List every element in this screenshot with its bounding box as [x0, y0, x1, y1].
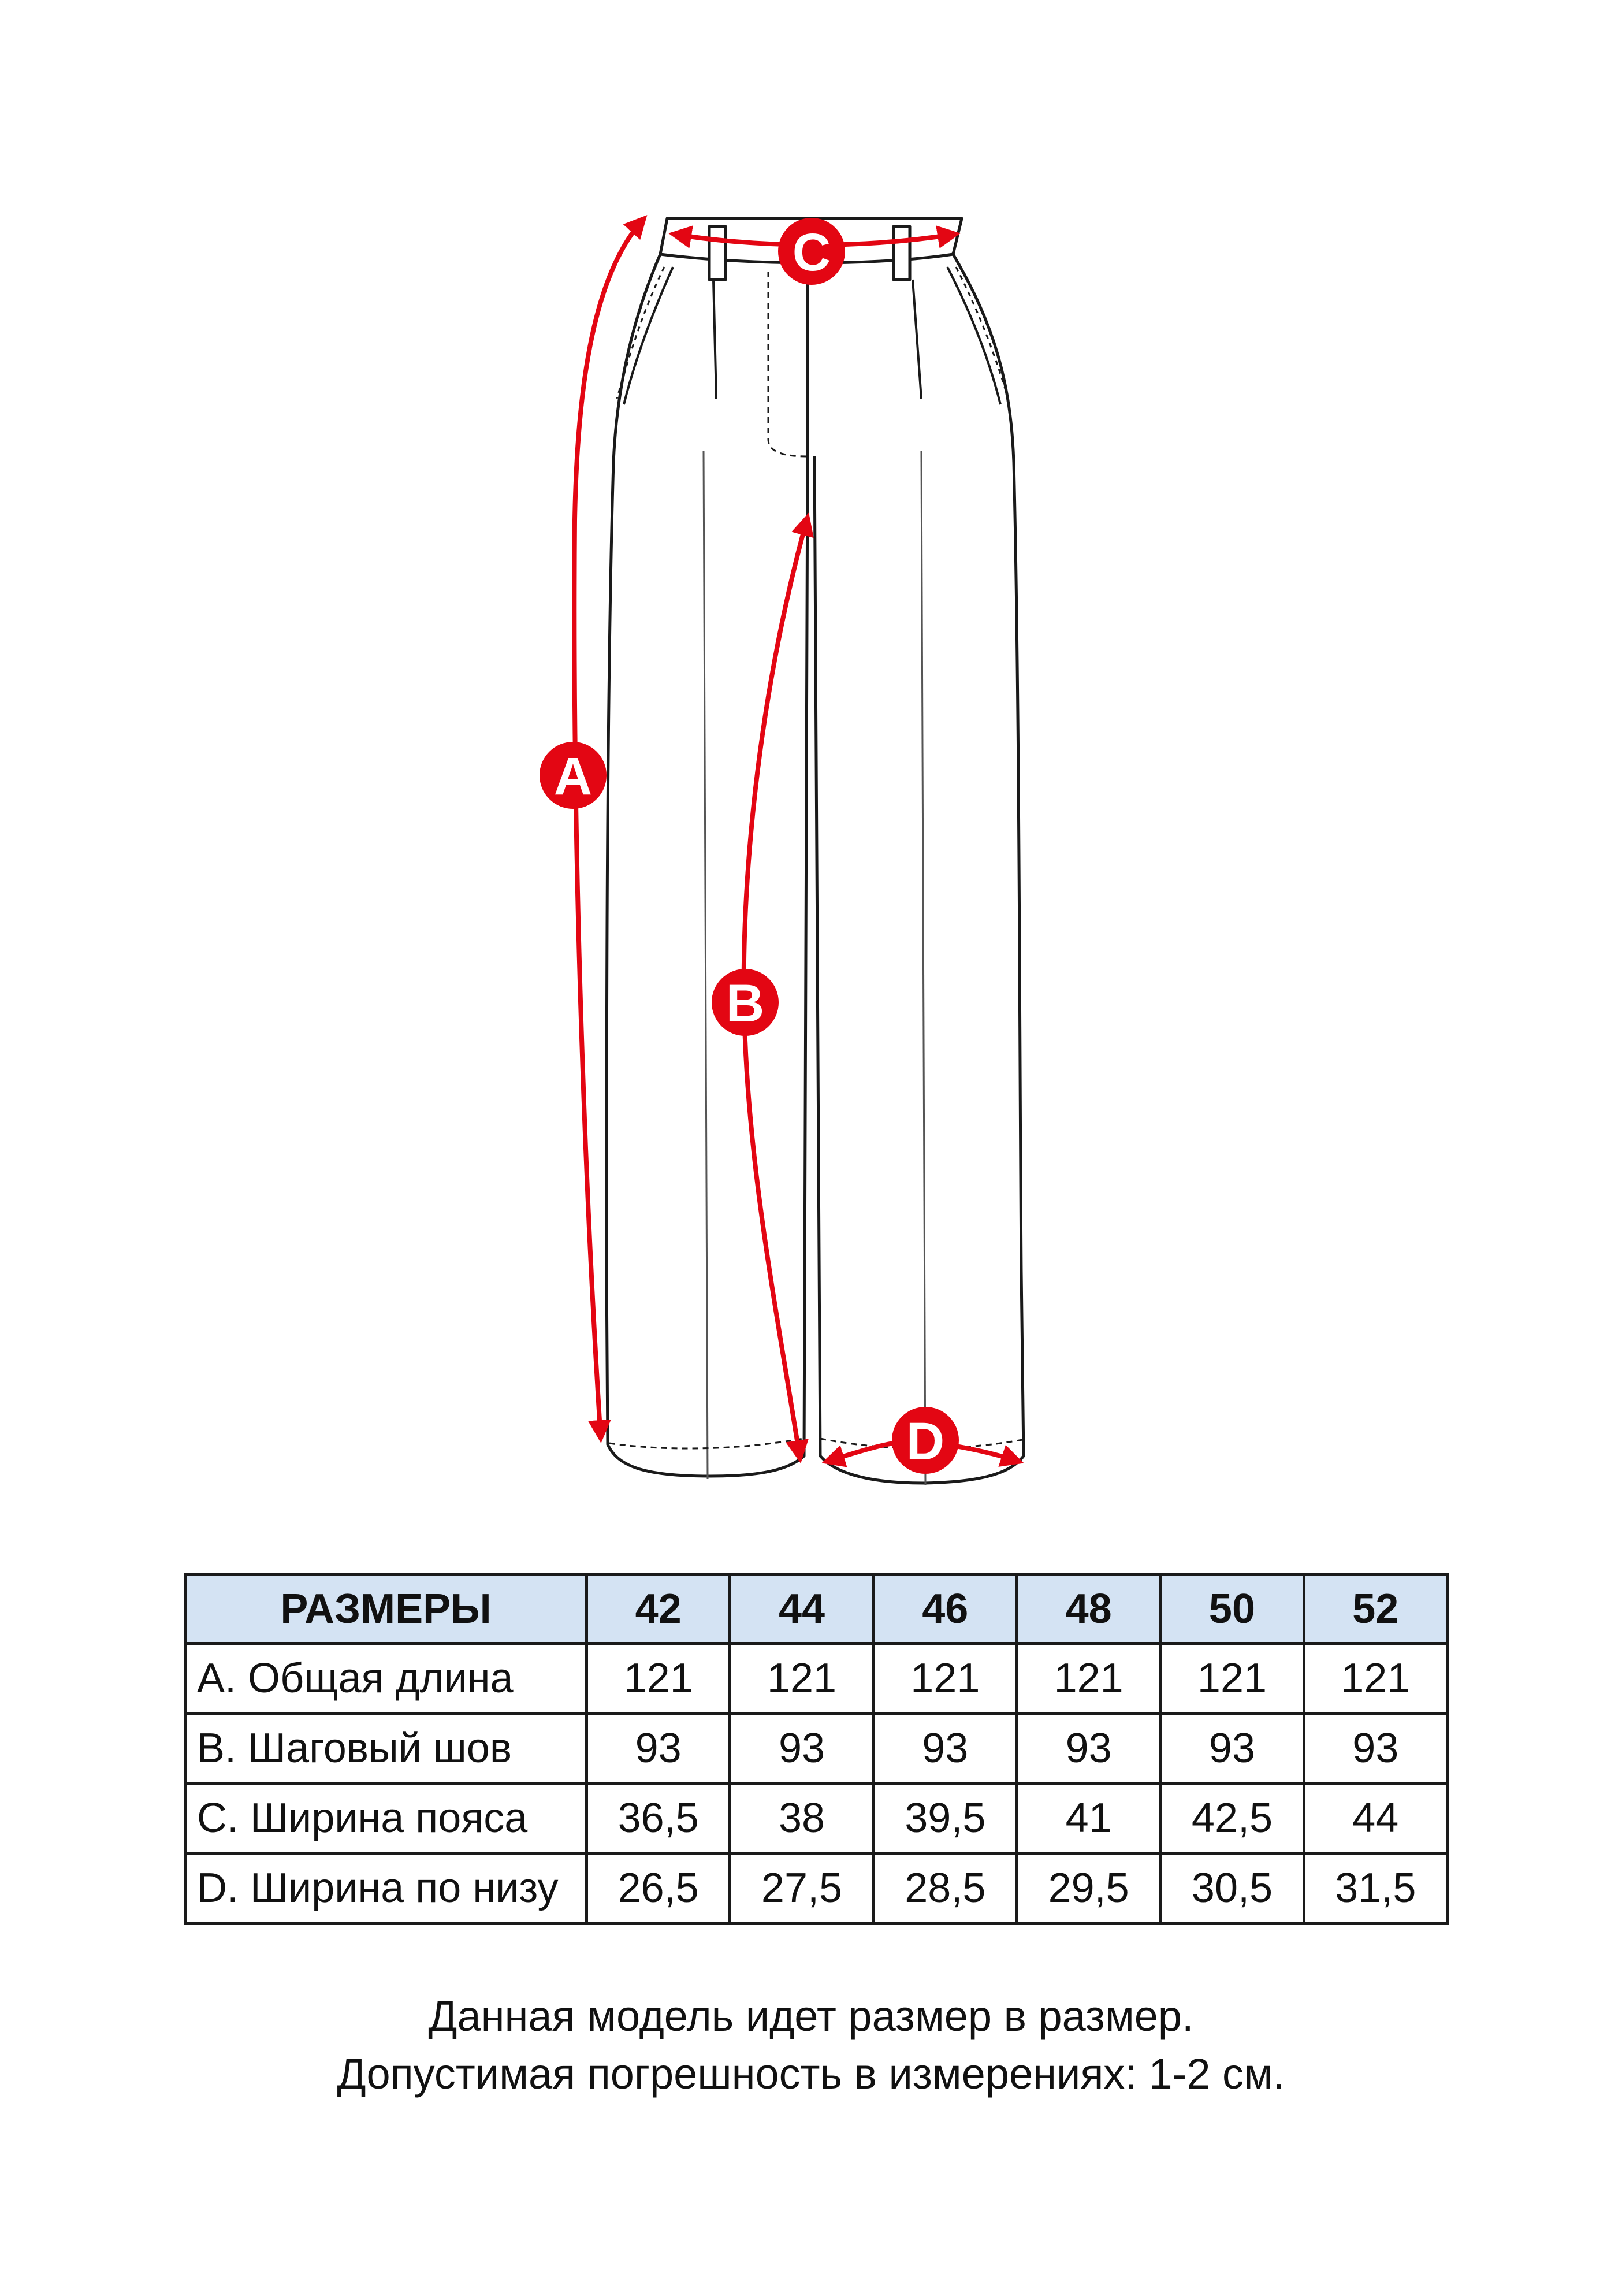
marker-c	[778, 218, 845, 285]
marker-d	[892, 1407, 959, 1474]
row-label: A. Общая длина	[185, 1644, 587, 1714]
table-cell: 42,5	[1160, 1784, 1304, 1853]
fit-note-line: Данная модель идет размер в размер.	[428, 1992, 1194, 2040]
table-cell: 93	[730, 1714, 873, 1784]
crease-right	[921, 451, 925, 1485]
size-col: 50	[1160, 1575, 1304, 1644]
table-cell: 93	[1160, 1714, 1304, 1784]
table-cell: 93	[587, 1714, 730, 1784]
table-cell: 121	[1017, 1644, 1160, 1714]
row-label: D. Ширина по низу	[185, 1853, 587, 1923]
row-label: B. Шаговый шов	[185, 1714, 587, 1784]
svg-text:A: A	[553, 747, 593, 806]
table-cell: 39,5	[873, 1784, 1017, 1853]
svg-text:D: D	[906, 1412, 945, 1471]
table-row	[185, 1784, 1448, 1853]
table-cell: 29,5	[1017, 1853, 1160, 1923]
marker-b	[712, 969, 779, 1036]
table-row	[185, 1644, 1448, 1714]
row-label: C. Ширина пояса	[185, 1784, 587, 1853]
pleat-right	[913, 280, 921, 399]
table-cell: 121	[587, 1644, 730, 1714]
pleat-left	[713, 280, 716, 399]
table-cell: 30,5	[1160, 1853, 1304, 1923]
belt-loop-right	[894, 226, 910, 280]
table-header-row	[185, 1575, 1448, 1644]
arrow-a	[574, 218, 644, 1439]
table-cell: 121	[1304, 1644, 1447, 1714]
table-cell: 28,5	[873, 1853, 1017, 1923]
size-col: 52	[1304, 1575, 1447, 1644]
table-cell: 41	[1017, 1784, 1160, 1853]
table-cell: 38	[730, 1784, 873, 1853]
marker-a	[540, 742, 607, 809]
table-cell: 93	[1304, 1714, 1447, 1784]
table-cell: 93	[873, 1714, 1017, 1784]
hem-stitch-left	[609, 1439, 803, 1448]
table-cell: 93	[1017, 1714, 1160, 1784]
crease-left	[704, 451, 708, 1479]
right-leg	[814, 254, 1024, 1483]
size-col: 46	[873, 1575, 1017, 1644]
svg-text:C: C	[792, 223, 831, 282]
measurement-arrows	[574, 218, 1020, 1462]
table-row	[185, 1853, 1448, 1923]
svg-text:B: B	[726, 974, 765, 1033]
table-row	[185, 1714, 1448, 1784]
fit-note	[0, 1987, 1622, 2103]
table-cell: 44	[1304, 1784, 1447, 1853]
table-cell: 121	[1160, 1644, 1304, 1714]
fly-stitch	[768, 272, 808, 456]
size-col: 42	[587, 1575, 730, 1644]
size-col: 44	[730, 1575, 873, 1644]
header-label: РАЗМЕРЫ	[185, 1575, 587, 1644]
pocket-right-stitch	[956, 267, 1008, 399]
table-cell: 26,5	[587, 1853, 730, 1923]
table-cell: 27,5	[730, 1853, 873, 1923]
table-cell: 31,5	[1304, 1853, 1447, 1923]
size-table	[184, 1573, 1449, 1925]
size-col: 48	[1017, 1575, 1160, 1644]
fit-note-line: Допустимая погрешность в измерениях: 1-2 см.	[337, 2050, 1285, 2098]
trousers-outline	[607, 218, 1024, 1485]
belt-loop-left	[709, 226, 726, 280]
table-cell: 36,5	[587, 1784, 730, 1853]
table-cell: 121	[730, 1644, 873, 1714]
table-cell: 121	[873, 1644, 1017, 1714]
